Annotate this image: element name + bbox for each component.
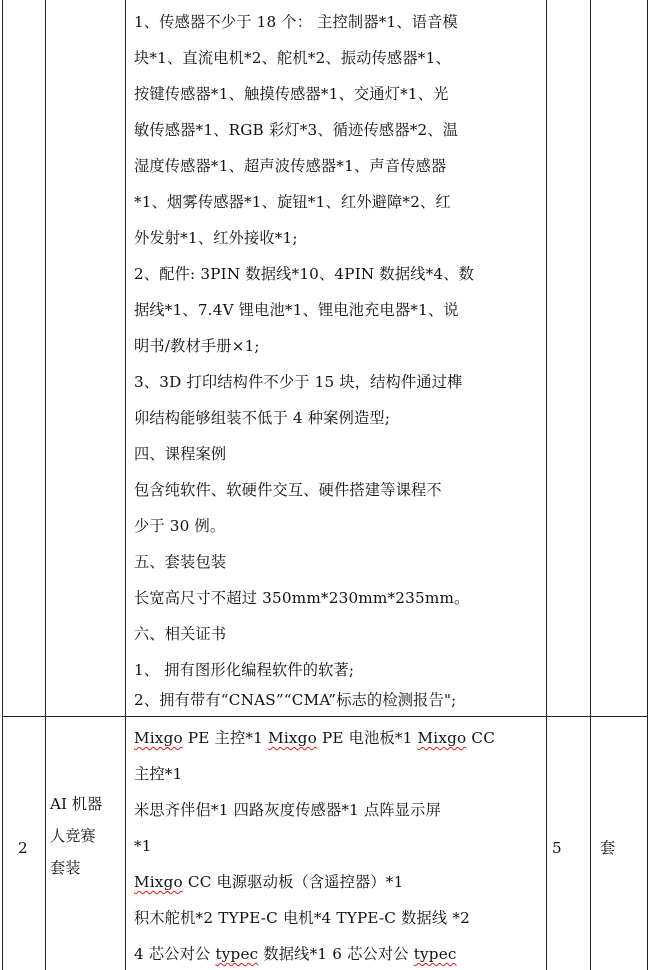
- row1-description: [134, 0, 544, 716]
- description-line: 主控*1: [134, 765, 183, 783]
- description-line: 湿度传感器*1、超声波传感器*1、声音传感器: [134, 157, 447, 175]
- description-line: 包含纯软件、软硬件交互、硬件搭建等课程不: [134, 481, 442, 499]
- product-name-line: AI 机器: [50, 795, 103, 813]
- description-line: 按键传感器*1、触摸传感器*1、交通灯*1、光: [134, 85, 449, 103]
- description-line: 明书/教材手册×1;: [134, 337, 260, 355]
- row2-unit: 套: [600, 839, 616, 857]
- table-column-divider: [45, 0, 46, 970]
- description-line: 米思齐伴侣*1 四路灰度传感器*1 点阵显示屏: [134, 801, 441, 819]
- table-column-divider: [546, 0, 547, 970]
- product-name-line: 人竞赛: [50, 827, 96, 845]
- spellcheck-mark: Mixgo: [417, 729, 467, 747]
- description-line: 1、传感器不少于 18 个： 主控制器*1、语音模: [134, 13, 458, 31]
- description-line: 长宽高尺寸不超过 350mm*230mm*235mm。: [134, 589, 470, 607]
- description-line: 五、套装包装: [134, 553, 227, 571]
- spellcheck-mark: Mixgo: [268, 729, 317, 747]
- description-line: 2、配件: 3PIN 数据线*10、4PIN 数据线*4、数: [134, 265, 475, 283]
- table-column-divider: [125, 0, 126, 970]
- description-line: 六、相关证书: [134, 625, 227, 643]
- description-line: *1、烟雾传感器*1、旋钮*1、红外避障*2、红: [134, 193, 451, 211]
- description-line: 1、 拥有图形化编程软件的软著;: [134, 661, 355, 679]
- spellcheck-mark: typec: [215, 945, 259, 963]
- description-line: Mixgo CC 电源驱动板（含遥控器）*1: [134, 873, 404, 891]
- spellcheck-mark: Mixgo: [134, 729, 183, 747]
- description-line: 卯结构能够组装不低于 4 种案例造型;: [134, 409, 391, 427]
- table-column-divider: [590, 0, 591, 970]
- product-name-line: 套装: [50, 859, 81, 877]
- description-line: 外发射*1、红外接收*1;: [134, 229, 298, 247]
- description-line: 少于 30 例。: [134, 517, 226, 535]
- description-line: Mixgo PE 主控*1 Mixgo PE 电池板*1 Mixgo CC: [134, 729, 496, 747]
- description-line: 3、3D 打印结构件不少于 15 块，结构件通过榫: [134, 373, 463, 391]
- description-line: 据线*1、7.4V 锂电池*1、锂电池充电器*1、说: [134, 301, 459, 319]
- description-line: 四、课程案例: [134, 445, 227, 463]
- table-border-right: [647, 0, 648, 970]
- description-line: 积木舵机*2 TYPE-C 电机*4 TYPE-C 数据线 *2: [134, 909, 470, 927]
- table-border-left: [2, 0, 3, 970]
- row2-description: [134, 716, 544, 970]
- description-line: 4 芯公对公 typec 数据线*1 6 芯公对公 typec: [134, 945, 457, 963]
- description-line: 敏传感器*1、RGB 彩灯*3、循迹传感器*2、温: [134, 121, 459, 139]
- description-line: *1: [134, 837, 152, 855]
- spellcheck-mark: Mixgo: [134, 873, 183, 891]
- description-line: 块*1、直流电机*2、舵机*2、振动传感器*1、: [134, 49, 451, 67]
- spellcheck-mark: typec: [413, 945, 457, 963]
- description-line: 2、拥有带有“CNAS”“CMA”标志的检测报告";: [134, 691, 457, 709]
- row2-quantity: 5: [552, 839, 562, 857]
- row2-index: 2: [18, 839, 28, 857]
- row2-product-name: [50, 794, 124, 890]
